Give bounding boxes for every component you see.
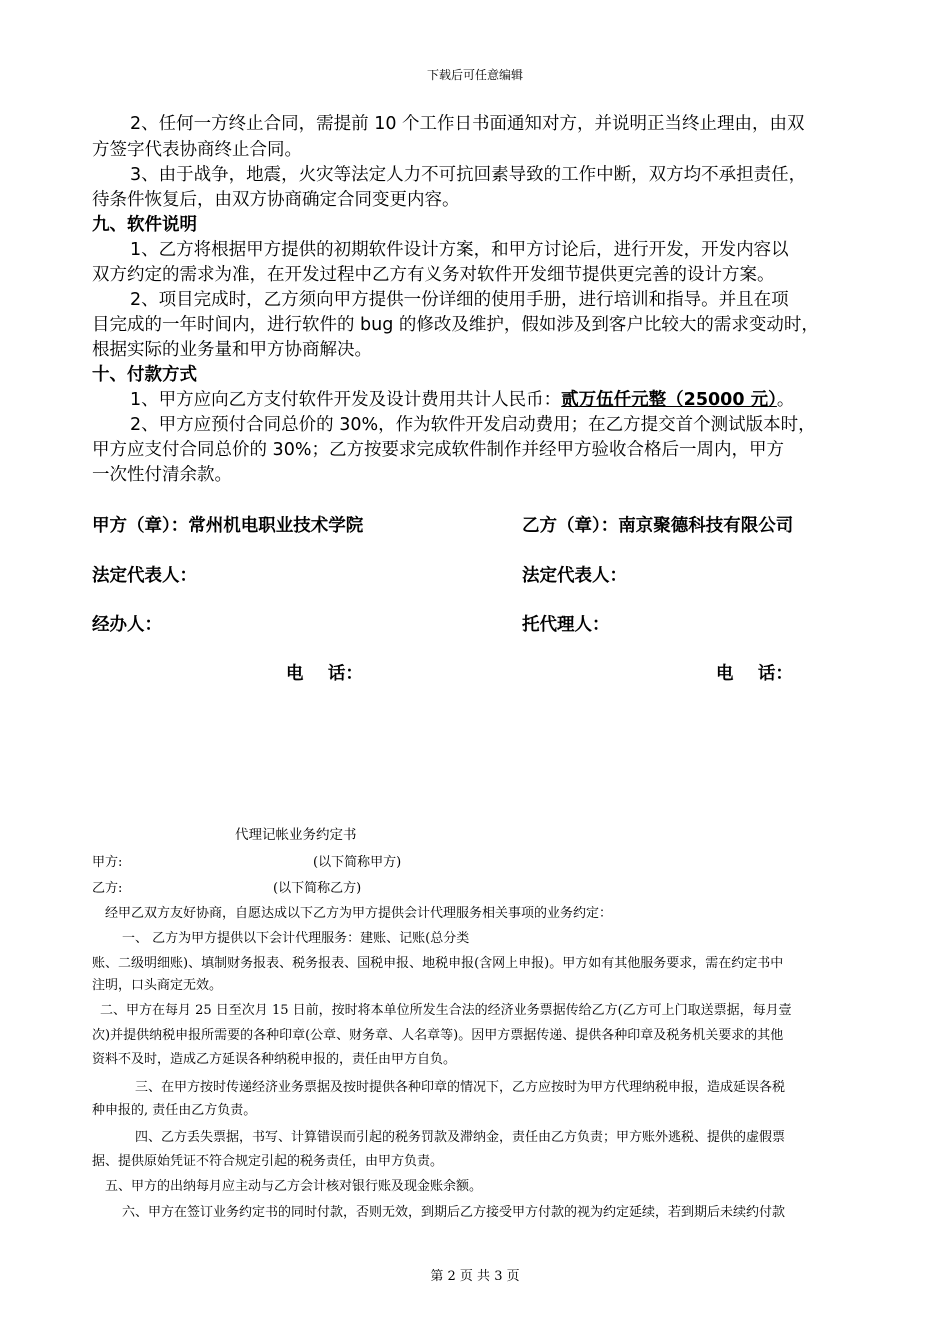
clause-9-1-line1: 1、乙方将根据甲方提供的初期软件设计方案，和甲方讨论后，进行开发，开发内容以 bbox=[130, 240, 789, 260]
item-6: 六、甲方在签订业务约定书的同时付款，否则无效，到期后乙方接受甲方付款的视为约定延续，若到期后未续约付款 bbox=[122, 1205, 786, 1220]
clause-10-1 bbox=[130, 388, 794, 413]
item-2-line1: 二、甲方在每月 25 日至次月 15 日前，按时将本单位所发生合法的经济业务票据传给乙方(乙方可上门取送票据，每月壹 bbox=[100, 1003, 792, 1018]
section-9-title: 九、软件说明 bbox=[92, 215, 197, 235]
agreement-party-b-note: (以下简称乙方) bbox=[273, 881, 362, 896]
party-a-legal-rep: 法定代表人： bbox=[92, 566, 197, 586]
clause-8-2-line1: 2、任何一方终止合同，需提前 10 个工作日书面通知对方，并说明正当终止理由，由双 bbox=[130, 114, 805, 134]
item-4-line1: 四、乙方丢失票据，书写、计算错误而引起的税务罚款及滞纳金，责任由乙方负责；甲方账外逃税、提供的虚假票 bbox=[135, 1130, 786, 1145]
party-b-legal-rep: 法定代表人： bbox=[522, 566, 627, 586]
clause-9-2-line2: 目完成的一年时间内，进行软件的 bug 的修改及维护，假如涉及到客户比较大的需求变动时， bbox=[92, 315, 819, 335]
page-footer: 第 2 页 共 3 页 bbox=[430, 1269, 520, 1284]
clause-10-2-line1: 2、甲方应预付合同总价的 30%，作为软件开发启动费用；在乙方提交首个测试版本时， bbox=[130, 415, 816, 435]
item-5: 五、甲方的出纳每月应主动与乙方会计核对银行账及现金账余额。 bbox=[105, 1179, 483, 1194]
item-1-line1: 一、 乙方为甲方提供以下会计代理服务：建账、记账(总分类 bbox=[122, 931, 470, 946]
party-b-agent: 托代理人： bbox=[522, 615, 610, 635]
agreement-party-a-label: 甲方: bbox=[92, 855, 123, 870]
item-1-line3: 注明，口头商定无效。 bbox=[92, 978, 223, 993]
agreement-party-a-note: (以下简称甲方) bbox=[313, 855, 402, 870]
payment-amount: 贰万伍仟元整（25000 元） bbox=[561, 390, 777, 410]
clause-9-2-line3: 根据实际的业务量和甲方协商解决。 bbox=[92, 340, 372, 360]
item-2-line3: 资料不及时，造成乙方延误各种纳税申报的，责任由甲方自负。 bbox=[92, 1052, 457, 1067]
clause-8-3-line2: 待条件恢复后，由双方协商确定合同变更内容。 bbox=[92, 190, 460, 210]
page-header: 下载后可任意编辑 bbox=[426, 68, 523, 82]
clause-9-1-line2: 双方约定的需求为准，在开发过程中乙方有义务对软件开发细节提供更完善的设计方案。 bbox=[92, 265, 775, 285]
item-3-line2: 种申报的, 责任由乙方负责。 bbox=[92, 1103, 257, 1118]
item-1-line2: 账、二级明细账)、填制财务报表、税务报表、国税申报、地税申报(含网上申报)。甲方如有其他服务要求，需在约定书中 bbox=[92, 956, 784, 971]
clause-9-2-line1: 2、项目完成时，乙方须向甲方提供一份详细的使用手册，进行培训和指导。并且在项 bbox=[130, 290, 789, 310]
party-a-phone: 电 话： bbox=[286, 664, 363, 684]
clause-10-2-line2: 甲方应支付合同总价的 30%；乙方按要求完成软件制作并经甲方验收合格后一周内，甲方 bbox=[92, 440, 784, 460]
agreement-title: 代理记帐业务约定书 bbox=[235, 827, 357, 843]
agreement-intro: 经甲乙双方友好协商，自愿达成以下乙方为甲方提供会计代理服务相关事项的业务约定： bbox=[105, 906, 613, 921]
clause-10-1-text: 1、甲方应向乙方支付软件开发及设计费用共计人民币： bbox=[130, 390, 562, 410]
party-b-phone: 电 话： bbox=[716, 664, 793, 684]
clause-8-3-line1: 3、由于战争，地震，火灾等法定人力不可抗回素导致的工作中断，双方均不承担责任， bbox=[130, 165, 807, 185]
party-a-handler: 经办人： bbox=[92, 615, 162, 635]
clause-10-2-line3: 一次性付清余款。 bbox=[92, 465, 232, 485]
party-a-seal: 甲方（章）：常州机电职业技术学院 bbox=[92, 516, 364, 536]
agreement-party-b-label: 乙方: bbox=[92, 881, 123, 896]
party-b-seal: 乙方（章）：南京聚德科技有限公司 bbox=[522, 516, 794, 536]
section-10-title: 十、付款方式 bbox=[92, 365, 197, 385]
item-2-line2: 次)并提供纳税申报所需要的各种印章(公章、财务章、人名章等)。因甲方票据传递、提供各种印章及税务机关要求的其他 bbox=[92, 1028, 784, 1043]
item-4-line2: 据、提供原始凭证不符合规定引起的税务责任，由甲方负责。 bbox=[92, 1154, 444, 1169]
item-3-line1: 三、在甲方按时传递经济业务票据及按时提供各种印章的情况下，乙方应按时为甲方代理纳税申报，造成延误各税 bbox=[135, 1080, 786, 1095]
clause-8-2-line2: 方签字代表协商终止合同。 bbox=[92, 140, 302, 160]
clause-10-1-end: 。 bbox=[776, 390, 795, 410]
